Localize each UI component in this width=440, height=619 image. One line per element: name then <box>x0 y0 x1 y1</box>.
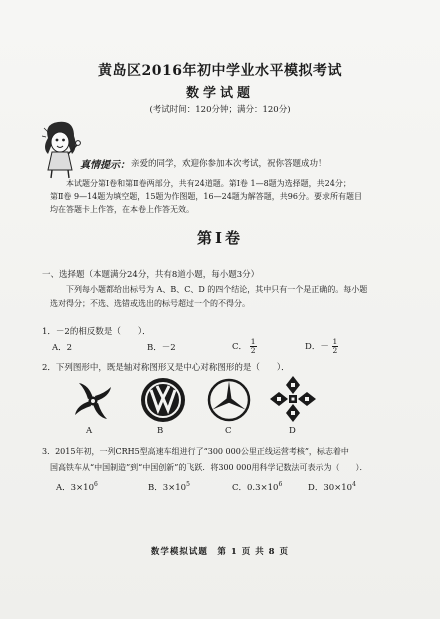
question-3-option-a <box>56 481 98 493</box>
question-2-stem: 2．下列图形中，既是轴对称图形又是中心对称图形的是（ ）． <box>42 363 290 373</box>
question-1-option-d-label: D．－ <box>305 342 329 352</box>
part1-desc-line-2: 选对得分；不选、选错或选出的标号超过一个的不得分。 <box>50 299 250 308</box>
question-2-label-c: C <box>225 426 232 436</box>
question-1-option-c-label: C． <box>232 342 248 352</box>
instruction-line-3: 均在答题卡上作答，在本卷上作答无效。 <box>50 205 194 214</box>
section-title: 第Ⅰ卷 <box>196 229 244 247</box>
option-exponent: 4 <box>352 481 356 489</box>
question-1-stem: 1．－2的相反数是（ ）． <box>42 327 151 337</box>
question-3-stem-line-1: 3．2015年初，一列CRH5型高速车组进行了“300 000公里正线运营考核”，标志着中 <box>42 447 349 456</box>
fraction-denominator: 2 <box>250 346 256 355</box>
question-1-option-d <box>305 338 338 355</box>
exam-info: (考试时间：120分钟；满分：120分) <box>149 105 291 115</box>
option-base: D．30×10 <box>308 483 353 493</box>
three-point-star-figure-c <box>206 377 252 423</box>
question-1-option-c-fraction <box>250 338 257 355</box>
question-1-option-d-fraction <box>332 338 339 355</box>
fraction-numerator: 1 <box>332 337 338 346</box>
option-exponent: 5 <box>186 481 190 489</box>
question-2-label-d: D <box>289 426 296 436</box>
question-2-label-b: B <box>157 426 164 436</box>
option-base: B．3×10 <box>148 483 187 493</box>
cartoon-girl-illustration <box>38 118 82 180</box>
question-2-label-a: A <box>86 426 93 436</box>
option-exponent: 6 <box>278 481 283 489</box>
question-3-stem-line-2: 国高铁车从“中国制造”到“中国创新”的飞跃．将300 000用科学记数法可表示为（ ）． <box>50 463 368 472</box>
cross-pattern-figure-d <box>268 374 318 424</box>
vw-logo-figure-b <box>139 376 187 424</box>
option-base: C．0.3×10 <box>232 483 279 493</box>
subject-title: 数学试题 <box>185 86 254 101</box>
question-3-option-d <box>308 481 356 493</box>
page-footer: 数学模拟试题 第 1 页 共 8 页 <box>150 547 290 557</box>
option-base: A．3×10 <box>56 483 94 493</box>
exam-title: 黄岛区2016年初中学业水平模拟考试 <box>98 63 342 79</box>
fraction-numerator: 1 <box>250 337 256 346</box>
question-1-option-a: A．2 <box>52 343 73 353</box>
question-3-option-c <box>232 481 282 493</box>
option-exponent: 6 <box>94 481 98 489</box>
instruction-line-1: 本试题分第Ⅰ卷和第Ⅱ卷两部分，共有24道题。第Ⅰ卷 1—8题为选择题，共24分； <box>66 179 351 188</box>
part1-desc-line-1: 下列每小题都给出标号为 A、B、C、D 的四个结论，其中只有一个是正确的。每小题 <box>66 285 368 294</box>
instruction-line-2: 第Ⅱ卷 9—14题为填空题，15题为作图题，16—24题为解答题，共96分。要求所有题目 <box>50 192 362 201</box>
part1-heading: 一、选择题（本题满分24分，共有8道小题，每小题3分） <box>42 270 260 280</box>
tip-label: 真情提示： <box>80 160 130 171</box>
question-1-option-c <box>232 338 257 355</box>
fraction-denominator: 2 <box>332 346 338 355</box>
question-1-option-b: B．－2 <box>147 343 176 353</box>
question-3-option-b <box>148 481 190 493</box>
pinwheel-figure-a <box>70 378 116 424</box>
tip-text: 亲爱的同学，欢迎你参加本次考试，祝你答题成功！ <box>131 159 327 169</box>
